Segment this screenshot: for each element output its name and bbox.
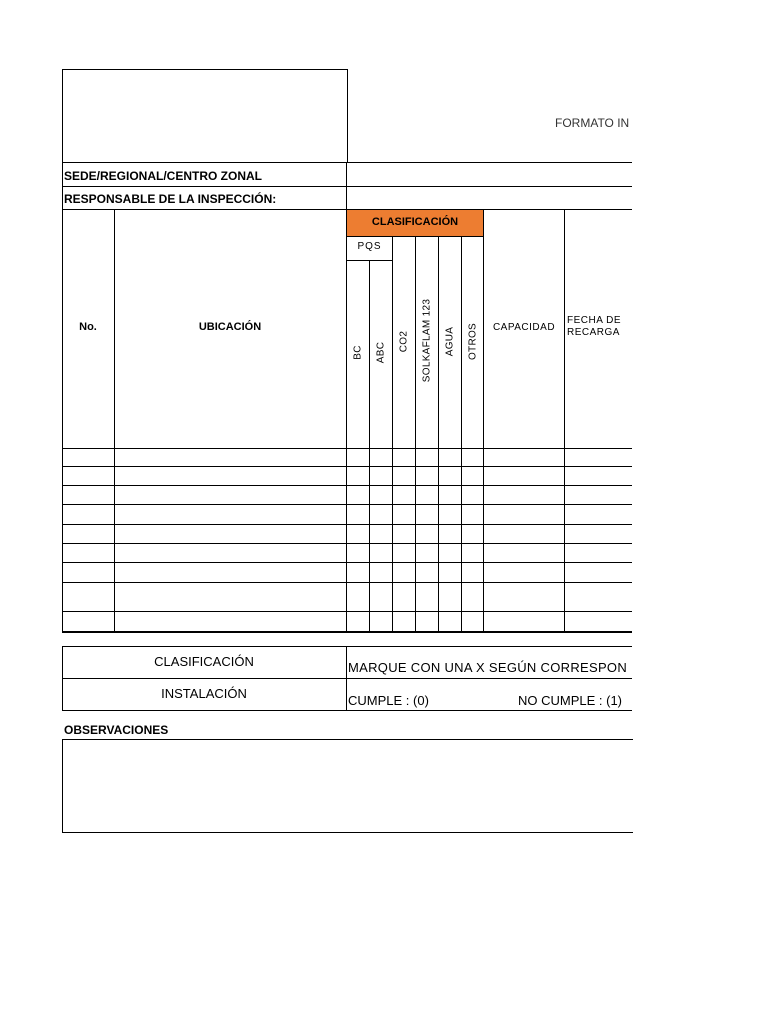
table-row [62,543,632,544]
col-agua-header: AGUA [444,326,456,357]
line-mid-header [346,162,347,209]
legend-instalacion-value-1: CUMPLE : (0) [348,693,429,708]
col-solkaflam-header: SOLKAFLAM 123 [421,298,433,383]
form-title: FORMATO IN [555,116,630,130]
table-row [62,485,632,486]
col-abc-header: ABC [375,341,387,364]
table-row [62,582,632,583]
col-ubicacion-header: UBICACIÓN [198,321,262,333]
table-row [62,562,632,563]
clasificacion-header-label: CLASIFICACIÓN [371,216,459,228]
sede-label: SEDE/REGIONAL/CENTRO ZONAL [64,169,263,183]
observaciones-label: OBSERVACIONES [64,723,169,737]
col-capacidad-header: CAPACIDAD [492,322,556,333]
col-no-header: No. [79,321,97,333]
responsable-label: RESPONSABLE DE LA INSPECCIÓN: [64,192,277,206]
legend-instalacion-label: INSTALACIÓN [161,686,247,701]
col-fecha-line2: RECARGA [567,327,620,338]
legend-table [62,646,632,710]
observaciones-box[interactable] [62,739,633,833]
pqs-label: PQS [357,241,382,252]
logo-box [62,69,348,163]
header-top-line [62,69,347,70]
col-bc-header: BC [352,345,364,360]
inspection-table [62,209,632,632]
col-co2-header: CO2 [398,330,410,353]
table-row [62,524,632,525]
legend-clasificacion-value: MARQUE CON UNA X SEGÚN CORRESPON [348,660,628,675]
table-row [62,466,632,467]
line-sede-top [62,162,632,163]
table-row [62,611,632,612]
line-sede-bottom [62,186,632,187]
line-left-header [62,162,63,209]
legend-clasificacion-label: CLASIFICACIÓN [154,654,254,669]
col-fecha-header [567,315,633,339]
table-row [62,504,632,505]
col-fecha-line1: FECHA DE [567,315,622,326]
legend-instalacion-value-2: NO CUMPLE : (1) [518,693,623,708]
col-otros-header: OTROS [467,322,479,361]
